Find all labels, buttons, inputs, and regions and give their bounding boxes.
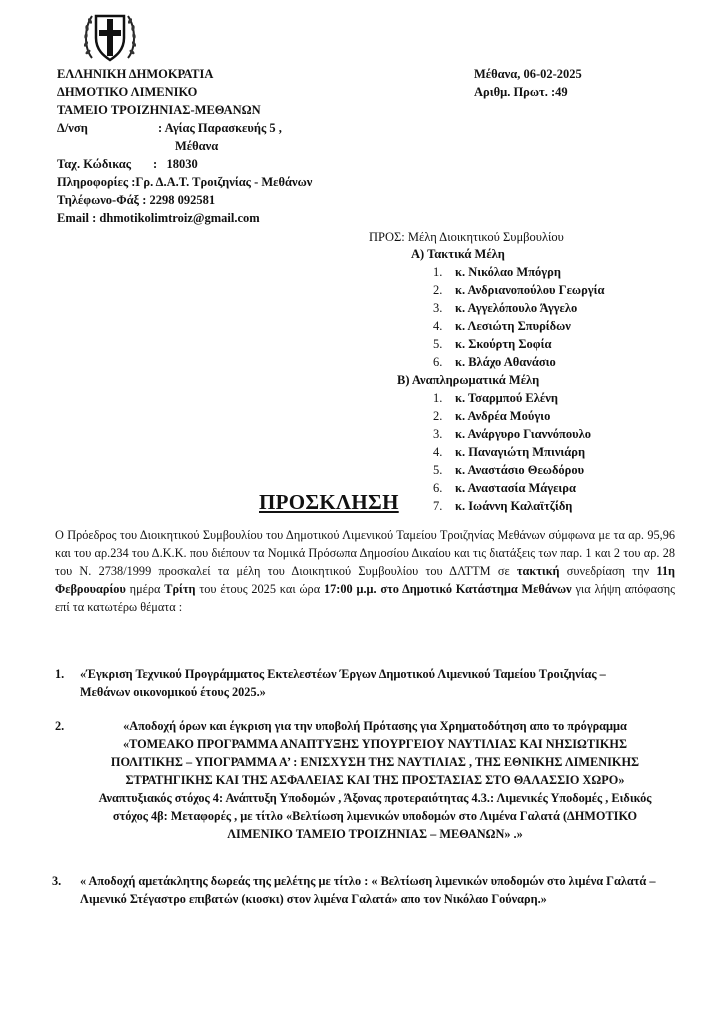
member-item: 1. κ. Νικόλαο Μπόγρη [433, 265, 561, 279]
protocol-number: Αριθμ. Πρωτ. :49 [474, 85, 568, 99]
member-item: 1. κ. Τσαρμπού Ελένη [433, 391, 558, 405]
member-item: 2. κ. Ανδρέα Μούγιο [433, 409, 551, 423]
regular-members-heading: Α) Τακτικά Μέλη [411, 247, 505, 261]
address-value: : Αγίας Παρασκευής 5 , [158, 121, 282, 135]
coat-of-arms-icon [80, 8, 140, 66]
member-item: 2. κ. Ανδριανοπούλου Γεωργία [433, 283, 605, 297]
org-line-2: ΔΗΜΟΤΙΚΟ ΛΙΜΕΝΙΚΟ [57, 85, 198, 99]
email-label: Email [57, 211, 89, 225]
info-label: Πληροφορίες [57, 175, 129, 189]
member-item: 6. κ. Αναστασία Μάγειρα [433, 481, 576, 495]
member-item: 5. κ. Αναστάσιο Θεωδόρου [433, 463, 585, 477]
member-item: 7. κ. Ιωάννη Καλαϊτζίδη [433, 499, 573, 513]
org-line-3: ΤΑΜΕΙΟ ΤΡΟΙΖΗΝΙΑΣ-ΜΕΘΑΝΩΝ [57, 103, 261, 117]
postal-label: Ταχ. Κώδικας [57, 157, 132, 171]
agenda-item-1: 1. «Έγκριση Τεχνικού Προγράμματος Εκτελεστέων Έργων Δημοτικού Λιμενικού Ταμείου Τροιζηνίας – Μεθάνων οικονομικού έτους 2025.» [55, 667, 606, 699]
email-line [57, 210, 260, 227]
recipients-to-line: ΠΡΟΣ: Μέλη Διοικητικού Συμβουλίου [369, 230, 564, 244]
document-title: ΠΡΟΣΚΛΗΣΗ [259, 490, 399, 514]
agenda-item-2: 2. «Αποδοχή όρων και έγκριση για την υποβολή Πρότασης για Χρηματοδότηση απο το πρόγραμμα «ΤΟΜΕΑΚΟ ΠΡΟΓΡΑΜΜΑ ΑΝΑΠΤΥΞΗΣ ΥΠΟΥΡΓΕΙΟΥ ΝΑΥΤΙΛΙΑΣ ΚΑΙ ΝΗΣΙΩΤΙΚΗΣ ΠΟΛΙΤΙΚΗΣ – ΥΠΟΓΡΑΜΜΑ Α’ : ΕΝΙΣΧΥΣΗ ΤΗΣ ΝΑΥΤΙΛΙΑΣ , ΤΗΣ ΕΘΝΙΚΗΣ ΛΙΜΕΝΙΚΗΣ ΣΤΡΑΤΗΓΙΚΗΣ ΚΑΙ ΤΗΣ ΑΣΦΑΛΕΙΑΣ ΚΑΙ ΤΗΣ ΠΡΟΣΤΑΣΙΑΣ ΣΤΟ ΘΑΛΑΣΣΙΟ ΧΩΡΟ» Αναπτυξιακός στόχος 4: Ανάπτυξη Υποδομών , Άξονας προτεραιότητας 4.3.: Λιμενικές Υποδομές , Ειδικός στόχος 4β: Μεταφορές , με τίτλο «Βελτίωση λιμενικών υποδομών στο Λιμένα Γαλατά (ΔΗΜΟΤΙΚΟ ΛΙΜΕΝΙΚΟ ΤΑΜΕΙΟ ΤΡΟΙΖΗΝΙΑΣ – ΜΕΘΑΝΩΝ» .» [55, 719, 652, 841]
address-city: Μέθανα [175, 139, 219, 153]
phone-line [57, 192, 215, 209]
invitation-paragraph: Ο Πρόεδρος του Διοικητικού Συμβουλίου του Δημοτικού Λιμενικού Ταμείου Τροιζηνίας Μεθάνων σύμφωνα με τα αρ. 95,96 και του αρ.234 του Δ.Κ.Κ. που διέπουν τα Νομικά Πρόσωπα Δημοσίου Δικαίου και τις διατάξεις των παρ. 1 και 2 του αρ. 28 του Ν. 2738/1999 προσκαλεί τα μέλη του Διοικητικού Συμβουλίου του ΔΛΤΤΜ σε τακτική συνεδρίαση την 11η Φεβρουαρίου ημέρα Τρίτη του έτους 2025 και ώρα 17:00 μ.μ. στο Δημοτικό Κατάστημα Μεθάνων για λήψη απόφασης επί τα κατωτέρω θέματα : [55, 528, 676, 614]
org-line-1: ΕΛΛΗΝΙΚΗ ΔΗΜΟΚΡΑΤΙΑ [57, 67, 214, 81]
member-item: 3. κ. Αγγελόπουλο Άγγελο [433, 301, 578, 315]
member-item: 6. κ. Βλάχο Αθανάσιο [433, 355, 556, 369]
info-value: :Γρ. Δ.Α.Τ. Τροιζηνίας - Μεθάνων [131, 175, 313, 189]
agenda-item-3: 3. « Αποδοχή αμετάκλητης δωρεάς της μελέτης με τίτλο : « Βελτίωση λιμενικών υποδομών στο λιμένα Γαλατά – Λιμενικό Στέγαστρο επιβατών (κιοσκι) στον λιμένα Γαλατά» απο τον Νικόλαο Γούναρη.» [52, 874, 656, 906]
phone-label: Τηλέφωνο-Φάξ [57, 193, 140, 207]
phone-value: : 2298 092581 [142, 193, 216, 207]
member-item: 5. κ. Σκούρτη Σοφία [433, 337, 552, 351]
place-date: Μέθανα, 06-02-2025 [474, 67, 582, 81]
postal-value: : 18030 [153, 157, 198, 171]
member-item: 4. κ. Λεσιώτη Σπυρίδων [433, 319, 571, 333]
address-label: Δ/νση [57, 121, 88, 135]
member-item: 3. κ. Ανάργυρο Γιαννόπουλο [433, 427, 592, 441]
info-line [57, 174, 312, 191]
alternate-members-heading: Β) Αναπληρωματικά Μέλη [397, 373, 540, 387]
email-value: : dhmotikolimtroiz@gmail.com [92, 211, 260, 225]
member-item: 4. κ. Παναγιώτη Μπινιάρη [433, 445, 586, 459]
